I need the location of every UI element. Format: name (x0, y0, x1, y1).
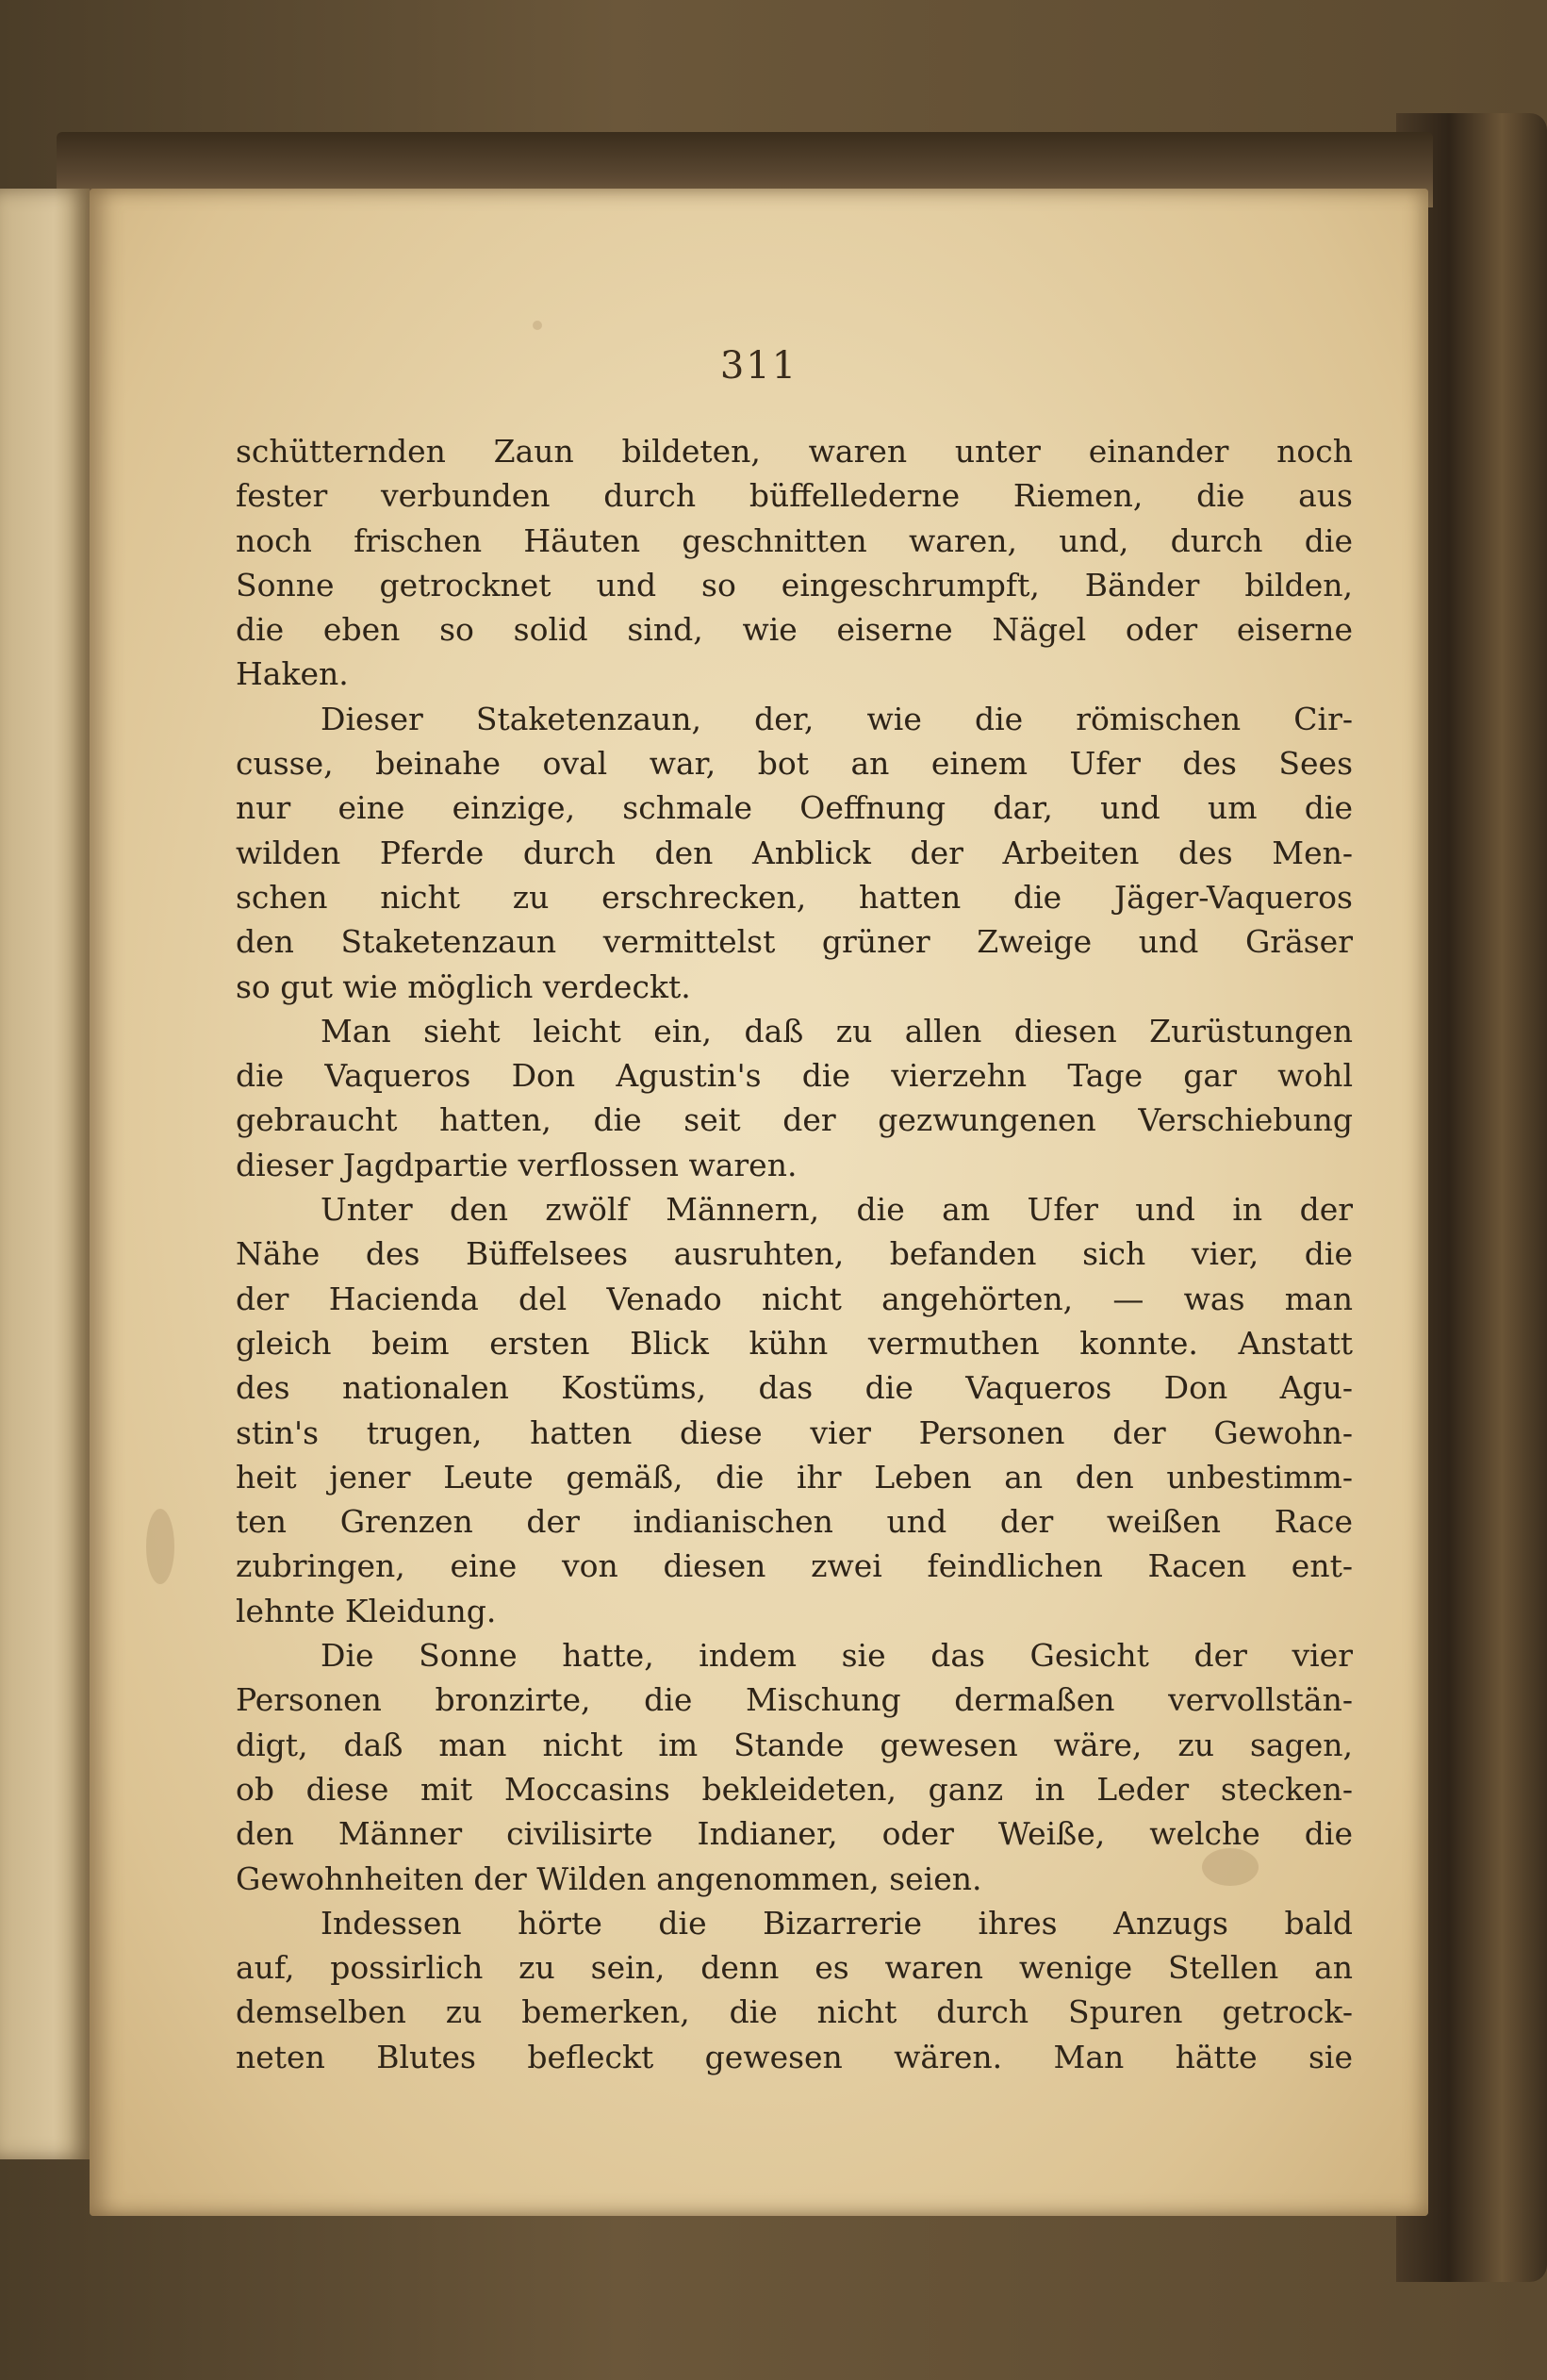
page-number: 311 (719, 344, 798, 388)
text-line: noch frischen Häuten geschnitten waren, und, durch die (236, 521, 1353, 559)
text-line: Indessen hörte die Bizarrerie ihres Anzugs bald (321, 1904, 1353, 1942)
page-body-text (236, 429, 1353, 2079)
text-line: den Männer civilisirte Indianer, oder Weiße, welche die (236, 1815, 1353, 1853)
text-line: demselben zu bemerken, die nicht durch Spuren getrock- (236, 1993, 1353, 2031)
text-line: gebraucht hatten, die seit der gezwungenen Verschiebung (236, 1101, 1353, 1139)
text-line: Nähe des Büffelsees ausruhten, befanden sich vier, die (236, 1235, 1353, 1273)
text-line: zubringen, eine von diesen zwei feindlichen Racen ent- (236, 1547, 1353, 1585)
text-line: ten Grenzen der indianischen und der weißen Race (236, 1503, 1353, 1541)
text-line: schen nicht zu erschrecken, hatten die Jäger-Vaqueros (236, 878, 1353, 916)
text-line: digt, daß man nicht im Stande gewesen wäre, zu sagen, (236, 1726, 1353, 1763)
text-line: Personen bronzirte, die Mischung dermaßen vervollstän- (236, 1681, 1353, 1719)
text-line: fester verbunden durch büffellederne Riemen, die aus (236, 477, 1353, 515)
text-line: den Staketenzaun vermittelst grüner Zweige und Gräser (236, 923, 1353, 961)
text-line: auf, possirlich zu sein, denn es waren wenige Stellen an (236, 1949, 1353, 1987)
text-line: cusse, beinahe oval war, bot an einem Ufer des Sees (236, 745, 1353, 783)
text-line: Haken. (236, 655, 349, 693)
text-line: heit jener Leute gemäß, die ihr Leben an den unbestimm- (236, 1458, 1353, 1496)
text-line: Dieser Staketenzaun, der, wie die römischen Cir- (321, 700, 1353, 737)
text-line: Die Sonne hatte, indem sie das Gesicht der vier (321, 1637, 1353, 1675)
text-line: Sonne getrocknet und so eingeschrumpft, Bänder bilden, (236, 566, 1353, 603)
text-line: die eben so solid sind, wie eiserne Nägel oder eiserne (236, 611, 1353, 649)
text-line: Man sieht leicht ein, daß zu allen diesen Zurüstungen (321, 1012, 1353, 1050)
text-line: stin's trugen, hatten diese vier Personen der Gewohn- (236, 1413, 1353, 1451)
text-line: Gewohnheiten der Wilden angenommen, seien. (236, 1859, 982, 1897)
text-line: gleich beim ersten Blick kühn vermuthen konnte. Anstatt (236, 1324, 1353, 1362)
text-line: der Hacienda del Venado nicht angehörten, — was man (236, 1280, 1353, 1317)
text-line: Unter den zwölf Männern, die am Ufer und in der (321, 1191, 1353, 1229)
text-line: schütternden Zaun bildeten, waren unter einander noch (236, 433, 1353, 470)
text-line: nur eine einzige, schmale Oeffnung dar, und um die (236, 789, 1353, 827)
text-line: lehnte Kleidung. (236, 1592, 497, 1629)
paper-stain (533, 321, 542, 330)
text-line: wilden Pferde durch den Anblick der Arbeiten des Men- (236, 834, 1353, 871)
paper-stain (146, 1509, 174, 1584)
text-line: so gut wie möglich verdeckt. (236, 967, 691, 1005)
text-line: ob diese mit Moccasins bekleideten, ganz in Leder stecken- (236, 1770, 1353, 1808)
previous-page-edge (0, 189, 90, 2159)
book-page (90, 189, 1428, 2216)
text-line: dieser Jagdpartie verflossen waren. (236, 1146, 798, 1183)
text-line: des nationalen Kostüms, das die Vaqueros Don Agu- (236, 1369, 1353, 1407)
text-line: die Vaqueros Don Agustin's die vierzehn Tage gar wohl (236, 1057, 1353, 1095)
text-line: neten Blutes befleckt gewesen wären. Man hätte sie (236, 2038, 1353, 2075)
